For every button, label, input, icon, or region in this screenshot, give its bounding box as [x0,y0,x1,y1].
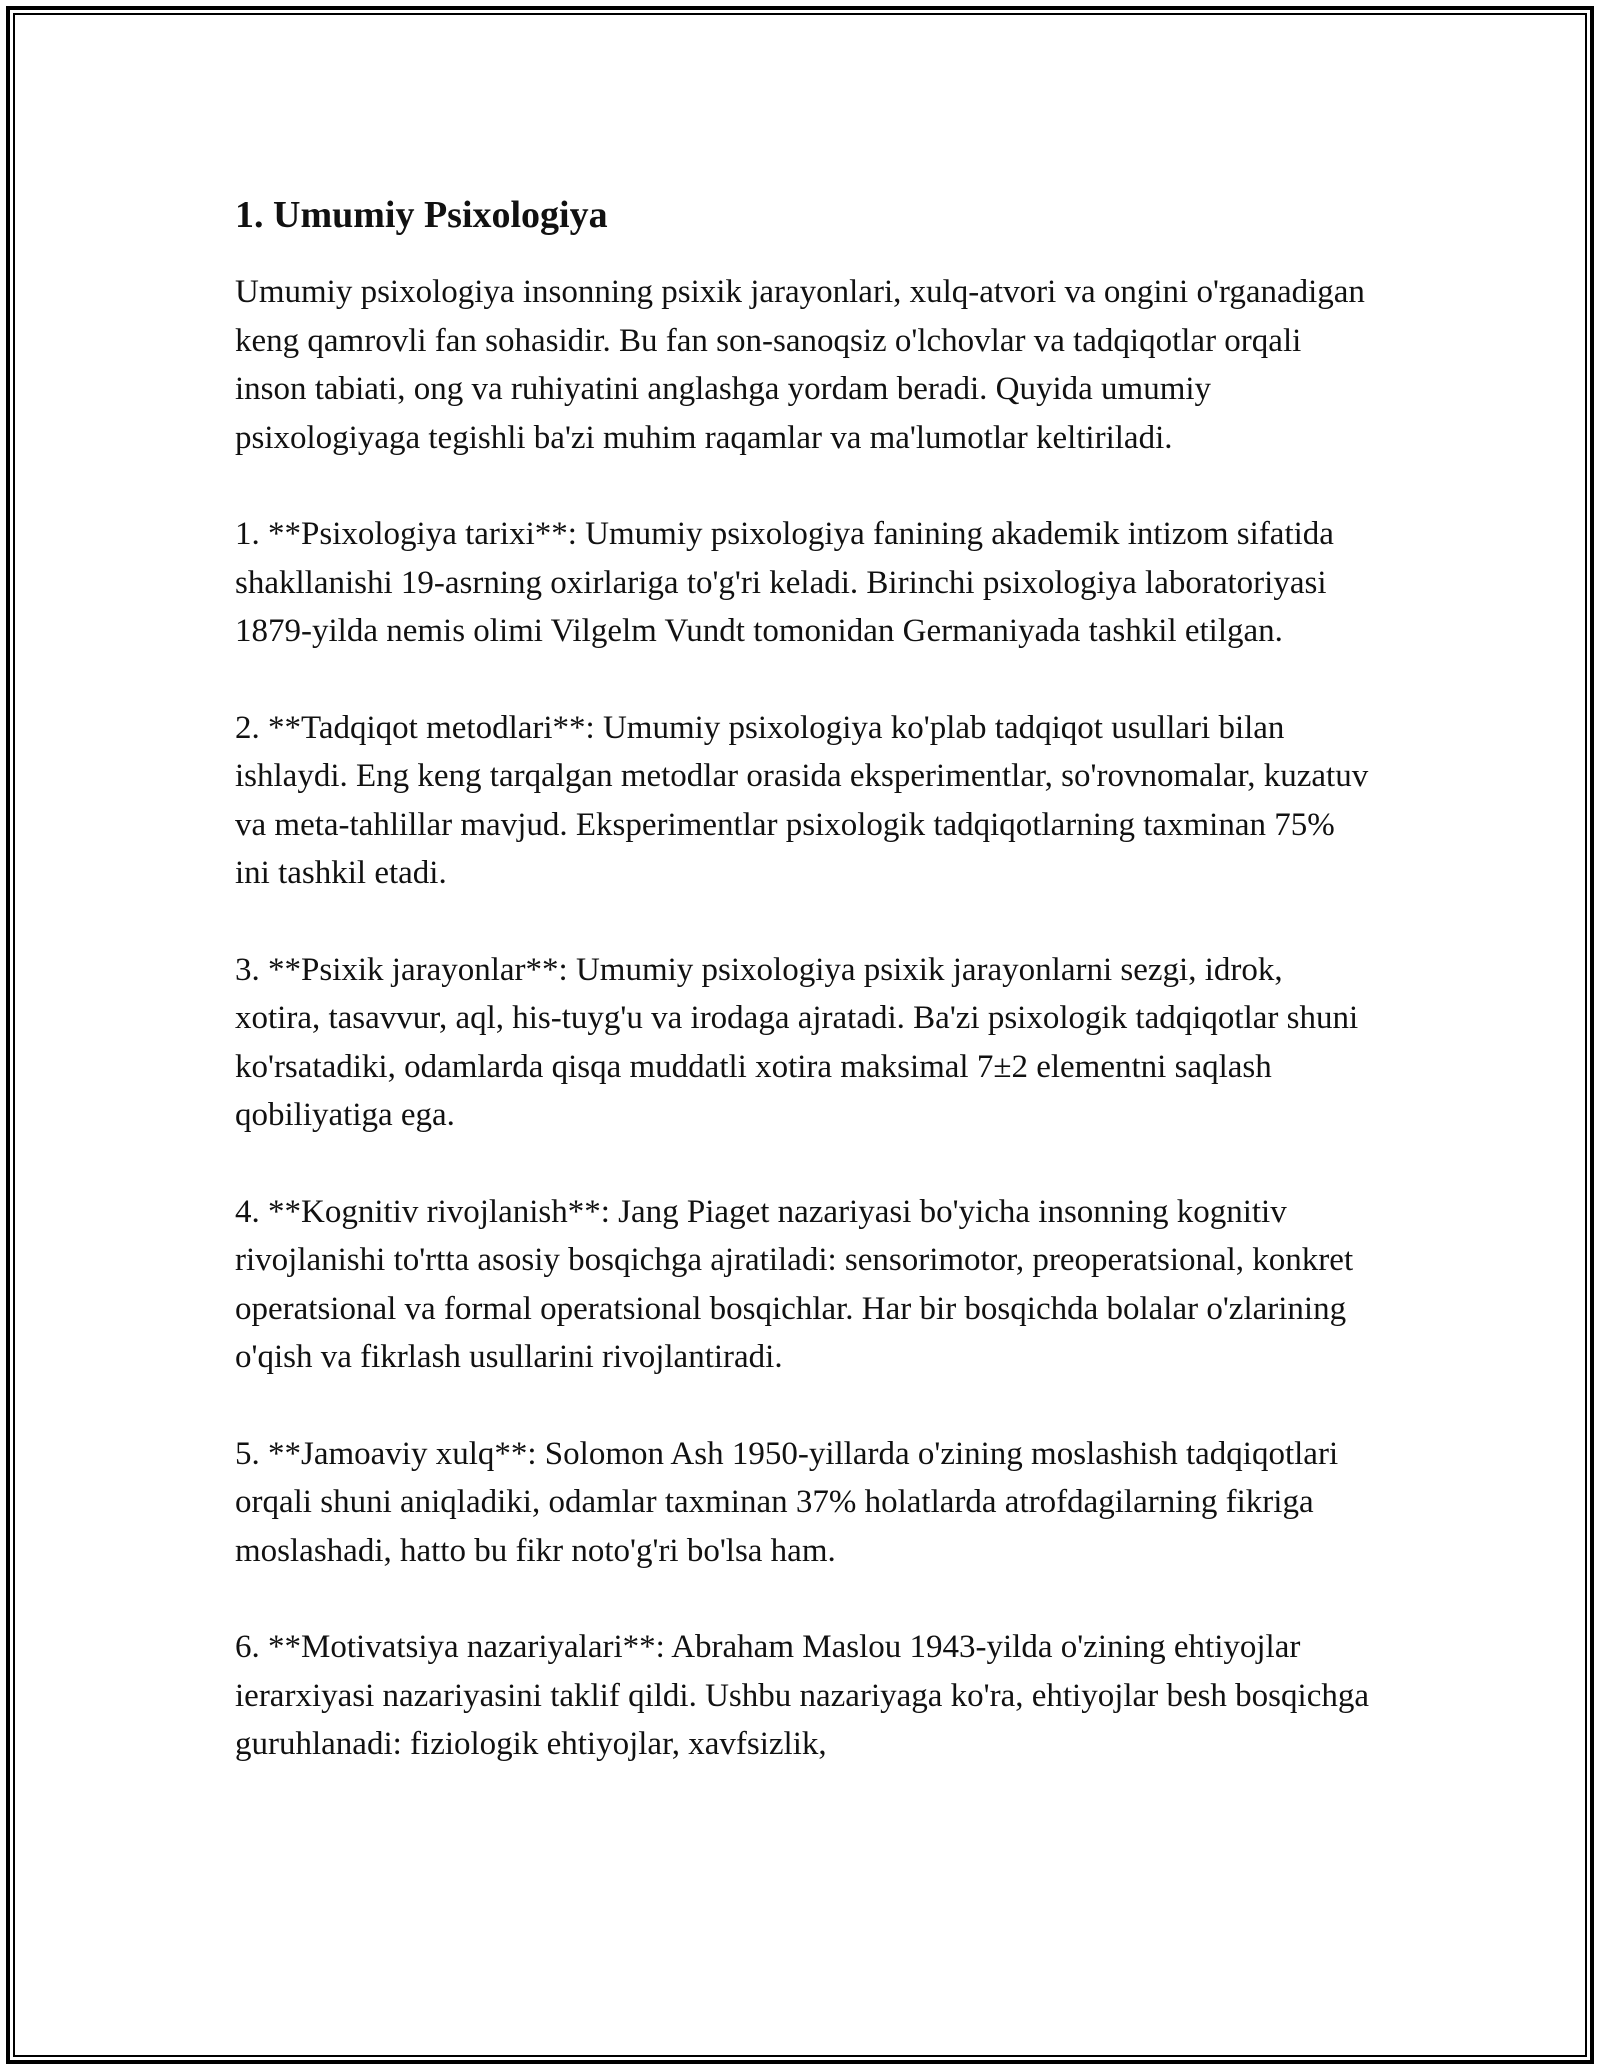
item-psixik-jarayonlar: 3. **Psixik jarayonlar**: Umumiy psixologiya psixik jarayonlarni sezgi, idrok, xotira, tasavvur, aql, his-tuyg'u va irodaga ajratadi. Ba'zi psixologik tadqiqotlar shuni ko'rsatadiki, odamlarda qisqa muddatli xotira maksimal 7±2 elementni saqlash qobiliyatiga ega. [235,951,1359,1133]
item-jamoaviy-xulq: 5. **Jamoaviy xulq**: Solomon Ash 1950-yillarda o'zining moslashish tadqiqotlari orqali shuni aniqladiki, odamlar taxminan 37% holatlarda atrofdagilarning fikriga moslashadi, hatto bu fikr noto'g'ri bo'lsa ham. [235,1435,1339,1569]
section-heading: 1. Umumiy Psixologiya [235,194,608,236]
intro-paragraph: Umumiy psixologiya insonning psixik jarayonlari, xulq-atvori va ongini o'rganadigan keng qamrovli fan sohasidir. Bu fan son-sanoqsiz o'lchovlar va tadqiqotlar orqali inson tabiati, ong va ruhiyatini anglashga yordam beradi. Quyida umumiy psixologiyaga tegishli ba'zi muhim raqamlar va ma'lumotlar keltiriladi. [235,274,1365,456]
document-body [235,186,1370,1817]
item-psixologiya-tarixi: 1. **Psixologiya tarixi**: Umumiy psixologiya fanining akademik intizom sifatida shakllanishi 19-asrning oxirlariga to'g'ri keladi. Birinchi psixologiya laboratoriyasi 1879-yilda nemis olimi Vilgelm Vundt tomonidan Germaniyada tashkil etilgan. [235,516,1334,649]
item-tadqiqot-metodlari: 2. **Tadqiqot metodlari**: Umumiy psixologiya ko'plab tadqiqot usullari bilan ishlaydi. Eng keng tarqalgan metodlar orasida eksperimentlar, so'rovnomalar, kuzatuv va meta-tahlillar mavjud. Eksperimentlar psixologik tadqiqotlarning taxminan 75% ini tashkil etadi. [235,709,1369,891]
item-kognitiv-rivojlanish: 4. **Kognitiv rivojlanish**: Jang Piaget nazariyasi bo'yicha insonning kognitiv rivojlanishi to'rtta asosiy bosqichga ajratiladi: sensorimotor, preoperatsional, konkret operatsional va formal operatsional bosqichlar. Har bir bosqichda bolalar o'zlarining o'qish va fikrlash usullarini rivojlantiradi. [235,1193,1354,1375]
item-motivatsiya-nazariyalari: 6. **Motivatsiya nazariyalari**: Abraham Maslou 1943-yilda o'zining ehtiyojlar ierarxiyasi nazariyasini taklif qildi. Ushbu nazariyaga ko'ra, ehtiyojlar besh bosqichga guruhlanadi: fiziologik ehtiyojlar, xavfsizlik, [235,1629,1369,1762]
